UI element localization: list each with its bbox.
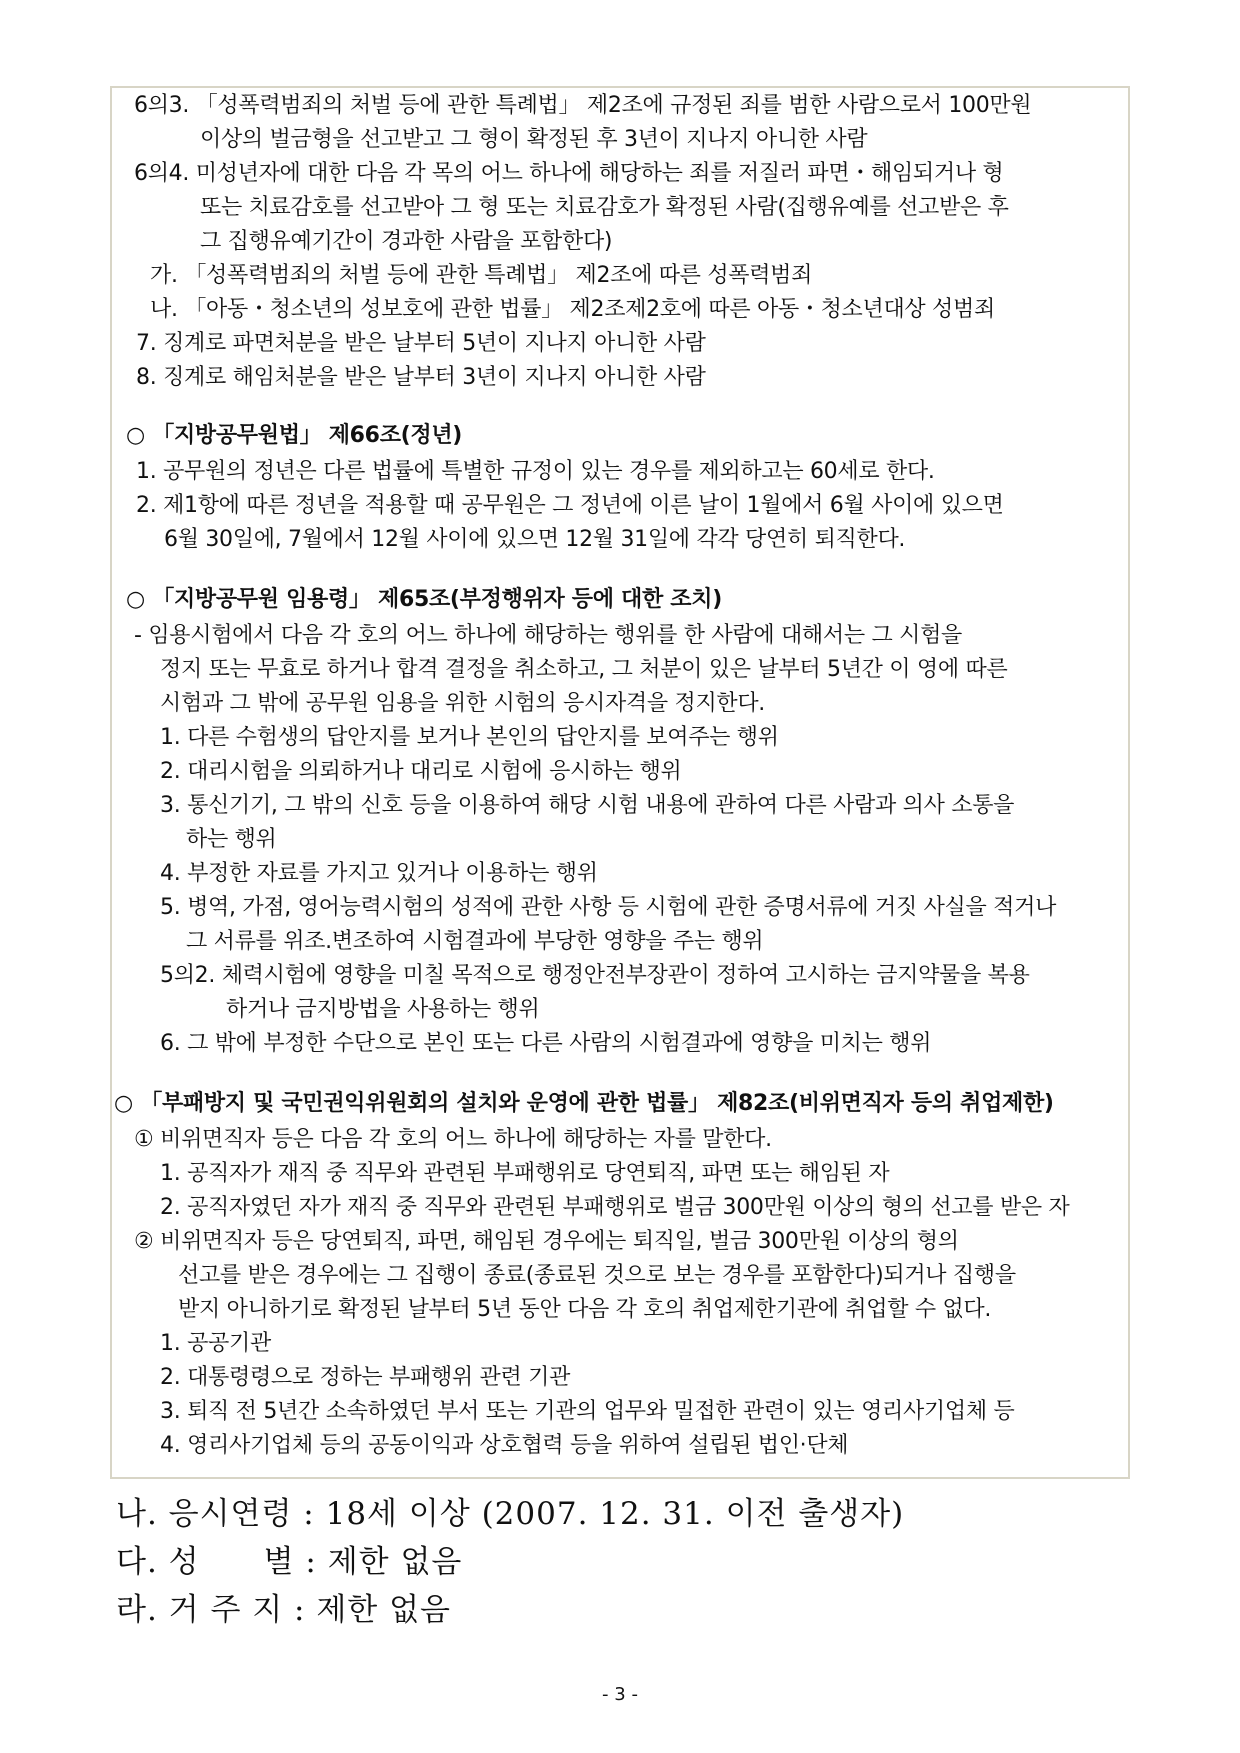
text-line: 2. 공직자였던 자가 재직 중 직무와 관련된 부패행위로 벌금 300만원 이상의 형의 선고를 받은 자 [160,1195,1070,1220]
age-requirement: 나. 응시연령 : 18세 이상 (2007. 12. 31. 이전 출생자) [116,1496,905,1532]
text-line: 또는 치료감호를 선고받아 그 형 또는 치료감호가 확정된 사람(집행유예를 선고받은 후 [200,195,1009,220]
text-line: 6의3. 「성폭력범죄의 처벌 등에 관한 특례법」 제2조에 규정된 죄를 범한 사람으로서 100만원 [134,93,1032,118]
text-line: 4. 영리사기업체 등의 공동이익과 상호협력 등을 위하여 설립된 법인·단체 [160,1433,849,1458]
section-heading: ○ 「부패방지 및 국민권익위원회의 설치와 운영에 관한 법률」 제82조(비위면직자 등의 취업제한) [114,1091,1054,1116]
text-line: ① 비위면직자 등은 다음 각 호의 어느 하나에 해당하는 자를 말한다. [134,1127,772,1152]
text-line: 받지 아니하기로 확정된 날부터 5년 동안 다음 각 호의 취업제한기관에 취업할 수 없다. [178,1297,992,1322]
text-line: 그 집행유예기간이 경과한 사람을 포함한다) [200,229,613,254]
section-heading: ○ 「지방공무원법」 제66조(정년) [126,423,463,448]
text-line: 나. 「아동・청소년의 성보호에 관한 법률」 제2조제2호에 따른 아동・청소년대상 성범죄 [150,297,995,322]
text-line: 4. 부정한 자료를 가지고 있거나 이용하는 행위 [160,861,598,886]
text-line: ② 비위면직자 등은 당연퇴직, 파면, 해임된 경우에는 퇴직일, 벌금 300만원 이상의 형의 [134,1229,959,1254]
text-line: - 임용시험에서 다음 각 호의 어느 하나에 해당하는 행위를 한 사람에 대해서는 그 시험을 [134,623,962,648]
text-line: 1. 다른 수험생의 답안지를 보거나 본인의 답안지를 보여주는 행위 [160,725,779,750]
text-line: 5의2. 체력시험에 영향을 미칠 목적으로 행정안전부장관이 정하여 고시하는 금지약물을 복용 [160,963,1030,988]
text-line: 1. 공직자가 재직 중 직무와 관련된 부패행위로 당연퇴직, 파면 또는 해임된 자 [160,1161,890,1186]
text-line: 선고를 받은 경우에는 그 집행이 종료(종료된 것으로 보는 경우를 포함한다)되거나 집행을 [178,1263,1016,1288]
text-line: 가. 「성폭력범죄의 처벌 등에 관한 특례법」 제2조에 따른 성폭력범죄 [150,263,813,288]
text-line: 시험과 그 밖에 공무원 임용을 위한 시험의 응시자격을 정지한다. [160,691,765,716]
text-line: 정지 또는 무효로 하거나 합격 결정을 취소하고, 그 처분이 있은 날부터 5년간 이 영에 따른 [160,657,1008,682]
text-line: 2. 대통령령으로 정하는 부패행위 관련 기관 [160,1365,571,1390]
text-line: 하는 행위 [186,827,277,852]
text-line: 3. 통신기기, 그 밖의 신호 등을 이용하여 해당 시험 내용에 관하여 다른 사람과 의사 소통을 [160,793,1015,818]
text-line: 하거나 금지방법을 사용하는 행위 [226,997,540,1022]
section-heading: ○ 「지방공무원 임용령」 제65조(부정행위자 등에 대한 조치) [126,587,722,612]
text-line: 6의4. 미성년자에 대한 다음 각 목의 어느 하나에 해당하는 죄를 저질러 파면・해임되거나 형 [134,161,1004,186]
text-line: 3. 퇴직 전 5년간 소속하였던 부서 또는 기관의 업무와 밀접한 관련이 있는 영리사기업체 등 [160,1399,1015,1424]
page-number: - 3 - [602,1684,638,1705]
text-line: 그 서류를 위조.변조하여 시험결과에 부당한 영향을 주는 행위 [186,929,764,954]
text-line: 6월 30일에, 7월에서 12월 사이에 있으면 12월 31일에 각각 당연히 퇴직한다. [164,527,906,552]
text-line: 5. 병역, 가점, 영어능력시험의 성적에 관한 사항 등 시험에 관한 증명서류에 거짓 사실을 적거나 [160,895,1057,920]
text-line: 2. 제1항에 따른 정년을 적용할 때 공무원은 그 정년에 이른 날이 1월에서 6월 사이에 있으면 [136,493,1004,518]
text-line: 이상의 벌금형을 선고받고 그 형이 확정된 후 3년이 지나지 아니한 사람 [200,127,868,152]
text-line: 1. 공공기관 [160,1331,271,1356]
gender-requirement: 다. 성 별 : 제한 없음 [116,1544,463,1580]
text-line: 2. 대리시험을 의뢰하거나 대리로 시험에 응시하는 행위 [160,759,682,784]
text-line: 7. 징계로 파면처분을 받은 날부터 5년이 지나지 아니한 사람 [136,331,706,356]
residence-requirement: 라. 거 주 지 : 제한 없음 [116,1592,451,1628]
text-line: 8. 징계로 해임처분을 받은 날부터 3년이 지나지 아니한 사람 [136,365,706,390]
text-line: 6. 그 밖에 부정한 수단으로 본인 또는 다른 사람의 시험결과에 영향을 미치는 행위 [160,1031,932,1056]
text-line: 1. 공무원의 정년은 다른 법률에 특별한 규정이 있는 경우를 제외하고는 60세로 한다. [136,459,935,484]
